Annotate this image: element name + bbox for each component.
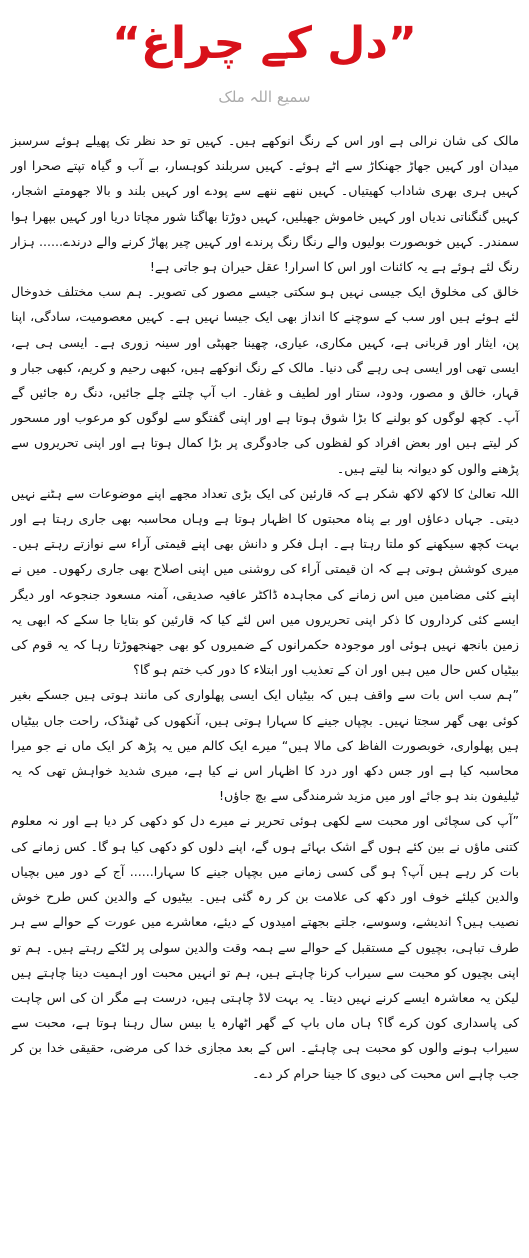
paragraph: ”ہم سب اس بات سے واقف ہیں کہ بیٹیاں ایک ایسی پھلواری کی مانند ہوتی ہیں جسکے بغیر کوئی بھی گھر سجتا نہیں۔ بچپاں جینے کا سہارا ہوتی ہیں، آنکھوں کی ٹھنڈک، راحت جاں بیٹیاں ہیں پھلواری، خوبصورت الفاظ کی مالا ہیں“ میرے ایک کالم میں یہ پڑھ کر ایک ماں نے جو میرا محاسبہ کیا ہے اور جس دکھ اور درد کا اظہار اس نے کیا ہے، میری شدید خواہش تھی کہ یہ ٹیلیفون بند ہو جائے اور میں مزید شرمندگی سے بچ جاؤں! <box>11 687 519 804</box>
paragraph: ”آپ کی سچائی اور محبت سے لکھی ہوئی تحریر نے میرے دل کو دکھی کر دیا ہے اور نہ معلوم کتنی ماؤں نے بین کئے ہوں گے اشک بہائے ہوں گے، اپنے دلوں کو دکھی کیا ہو گا۔ کس زمانے کی بات کر رہے ہیں آپ؟ ہو گی کسی زمانے میں بچپاں جینے کا سہارا...... آج کے دور میں بچیاں والدین کیلئے خوف اور دکھ کی علامت بن کر رہ گئی ہیں۔ بیٹیوں کے والدین کس طرح خوش نصیب ہیں؟ اندیشے، وسوسے، جلتے بجھتے امیدوں کے دیئے، معاشرے میں عورت کے حوالے سے ہر طرف تباہی، بچیوں کے مستقبل کے حوالے سے ہمہ وقت والدین سولی پر لٹکے رہتے ہیں۔ ہم تو اپنی بچیوں کو محبت سے سیراب کرنا چاہتے ہیں، ہم تو انہیں محبت اور اہمیت دینا چاہتے ہیں لیکن یہ معاشرہ ایسے کرنے نہیں دیتا۔ یہ بہت لاڈ چاہتی ہیں، درست ہے مگر ان کی اس چاہت کی پاسداری کون کرے گا؟ ہاں ماں باپ کے گھر اٹھارہ یا بیس سال رہنا ہوتا ہے، محبت سے سیراب ہونے والوں کو محبت ہی چاہئے۔ اس کے بعد مجازی خدا کی مرضی، حقیقی خدا بن کر جب چاہے اس محبت کی دیوی کا جینا حرام کر دے۔ <box>11 813 519 1081</box>
paragraph: اللہ تعالیٰ کا لاکھ لاکھ شکر ہے کہ قارئین کی ایک بڑی تعداد مجھے اپنے موضوعات سے ہٹنے نہیں دیتی۔ جہاں دعاؤں اور بے پناہ محبتوں کا اظہار ہوتا ہے وہاں محاسبہ بھی جاری رہتا ہے اور بہت کچھ سیکھنے کو ملتا رہتا ہے۔ اہل فکر و دانش بھی اپنے قیمتی آراء سے نوازتے رہتے ہیں۔ میری کوشش ہوتی ہے کہ ان قیمتی آراء کی روشنی میں اپنی اصلاح بھی جاری رکھوں۔ میں نے اپنے کئی مضامین میں اس زمانے کی مجاہدہ ڈاکٹر عافیہ صدیقی، آمنہ مسعود جنجوعہ اور دیگر ایسے کئی کرداروں کا ذکر اپنی تحریروں میں اس لئے کیا کہ قارئین کو بتایا جا سکے کہ ابھی یہ زمین بانجھ نہیں ہوئی اور موجودہ حکمرانوں کے ضمیروں کو بھی جھنجھوڑتا رہا کہ یہ قوم کی بیٹیاں کس حال میں ہیں اور ان کے تعذیب اور ابتلاء کا دور کب ختم ہو گا؟ <box>11 485 519 678</box>
article-title: ”دل کے چراغ“ <box>112 18 417 69</box>
paragraph: خالق کی مخلوق ایک جیسی نہیں ہو سکتی جیسے مصور کی تصویر۔ ہم سب مختلف خدوخال لئے ہوئے ہیں اور سب کے سوچنے کا انداز بھی ایک جیسا نہیں ہے۔ کہیں معصومیت، سادگی، اپنا پن، ایثار اور قربانی ہے، کہیں مکاری، عیاری، چھینا جھپٹی اور سینہ زوری ہے۔ ایسی ہی ہے، ایسی تھی اور ایسی ہی رہے گی دنیا۔ مالک کے رنگ انوکھے ہیں، کبھی رحیم و کریم، کبھی جبار و قہار، خالق و مصور، ودود، ستار اور لطیف و غفار۔ اب آپ چلتے چلے جائیں، دنگ رہ جائیں گے آپ۔ کچھ لوگوں کو بولنے کا بڑا شوق ہوتا ہے اور اپنی گفتگو سے لوگوں کو مرعوب اور مسحور کر لیتے ہیں اور بعض افراد کو لفظوں کی جادوگری پر بڑا کمال ہوتا ہے اور اپنی تحریروں سے پڑھنے والوں کو دیوانہ بنا لیتے ہیں۔ <box>11 284 519 476</box>
paragraph: مالک کی شان نرالی ہے اور اس کے رنگ انوکھے ہیں۔ کہیں تو حد نظر تک پھیلے ہوئے سرسبز میدان اور کہیں جھاڑ جھنکاڑ سے اٹے ہوئے۔ کہیں سربلند کوہسار، بے آب و گیاہ تپتے صحرا اور کہیں ہری بھری شاداب کھیتیاں۔ کہیں ننھے ننھے سے پودے اور کہیں بلند و بالا جھومتے اشجار، کہیں گنگناتی ندیاں اور کہیں خاموش جھیلیں، کہیں دوڑتا بھاگتا شور مچاتا دریا اور کہیں بپھرا ہوا سمندر۔ کہیں خوبصورت بولیوں والے رنگا رنگ پرندے اور کہیں چیر پھاڑ کرنے والے درندے...... ہزار رنگ لئے ہوئے ہے یہ کائنات اور اس کا اسرار! عقل حیران ہو جاتی ہے! <box>11 133 519 275</box>
article-body <box>11 128 519 1086</box>
article-author: سمیع اللہ ملک <box>218 88 311 106</box>
